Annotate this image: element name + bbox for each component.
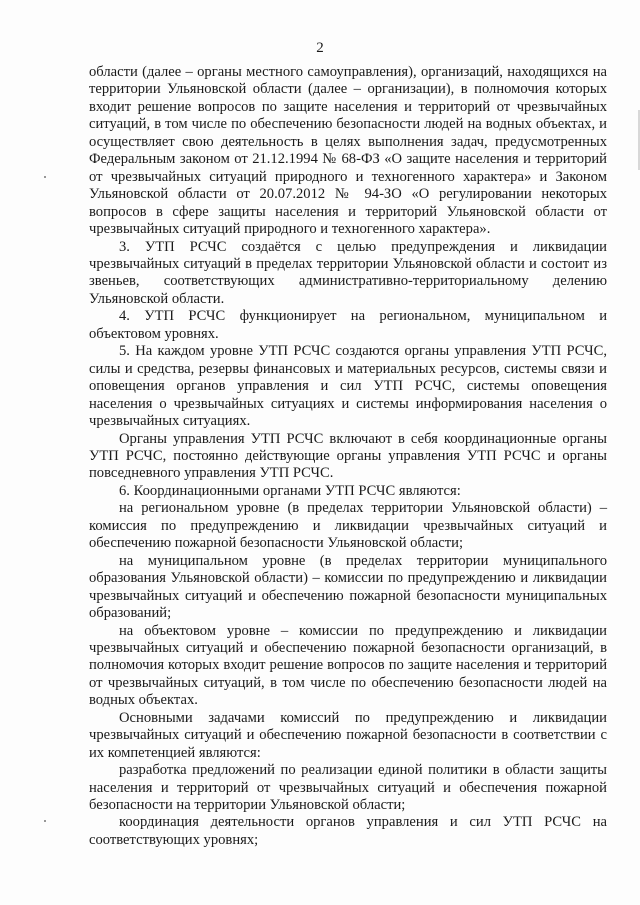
paragraph-6: 6. Координационными органами УТП РСЧС являются: [119, 482, 461, 499]
paragraph-7: на региональном уровне (в пределах территории Ульяновской области) – комиссия по предупреждению и ликвидации чрезвычайных ситуаций и обеспечению пожарной безопасности Ульяновской области; [89, 500, 607, 552]
paragraph-2: 3. УТП РСЧС создаётся с целью предупреждения и ликвидации чрезвычайных ситуаций в пределах территории Ульяновской области и состоит из звеньев, соответствующих административно-территориальному делению Ульяновской области. [89, 238, 607, 307]
paragraph-11: разработка предложений по реализации единой политики в области защиты населения и территорий от чрезвычайных ситуаций и обеспечения пожарной безопасности на территории Ульяновской области; [89, 762, 607, 814]
paragraph-5: Органы управления УТП РСЧС включают в себя координационные органы УТП РСЧС, постоянно действующие органы управления УТП РСЧС и органы повседневного управления УТП РСЧС. [89, 430, 607, 482]
paragraph-4: 5. На каждом уровне УТП РСЧС создаются органы управления УТП РСЧС, силы и средства, резервы финансовых и материальных ресурсов, системы связи и оповещения органов управления и сил УТП РСЧС, системы оповещения населения о чрезвычайных ситуациях и системы информирования населения о чрезвычайных ситуациях. [89, 343, 607, 430]
paragraph-1: области (далее – органы местного самоуправления), организаций, находящихся на территории Ульяновской области (далее – организации), в полномочия которых входит решение вопросов по защите населения и территорий от чрезвычайных ситуаций, в том числе по обеспечению безопасности людей на водных объектах, и осуществляет свою деятельность в целях выполнения задач, предусмотренных Федеральным законом от 21.12.1994 № 68-ФЗ «О защите населения и территорий от чрезвычайных ситуаций природного и техногенного характера» и Законом Ульяновской области от 20.07.2012 № 94-ЗО «О регулировании некоторых вопросов в сфере защиты населения и территорий Ульяновской области от чрезвычайных ситуаций природного и техногенного характера». [89, 64, 607, 238]
paragraph-3: 4. УТП РСЧС функционирует на региональном, муниципальном и объектовом уровнях. [89, 308, 607, 342]
scan-dot [44, 820, 46, 822]
document-body [89, 64, 607, 849]
paragraph-12: координация деятельности органов управления и сил УТП РСЧС на соответствующих уровнях; [89, 814, 607, 848]
paragraph-8: на муниципальном уровне (в пределах территории муниципального образования Ульяновской области) – комиссии по предупреждению и ликвидации чрезвычайных ситуаций и обеспечению пожарной безопасности муниципальных образований; [89, 552, 607, 622]
paragraph-10: Основными задачами комиссий по предупреждению и ликвидации чрезвычайных ситуаций и обеспечению пожарной безопасности в соответствии с их компетенцией являются: [89, 709, 607, 761]
paragraph-9: на объектовом уровне – комиссии по предупреждению и ликвидации чрезвычайных ситуаций и обеспечению пожарной безопасности организаций, в полномочия которых входит решение вопросов по защите населения и территорий от чрезвычайных ситуаций, в том числе по обеспечению безопасности людей на водных объектах. [89, 622, 607, 709]
page-number: 2 [316, 40, 324, 56]
scan-dot [44, 176, 46, 178]
